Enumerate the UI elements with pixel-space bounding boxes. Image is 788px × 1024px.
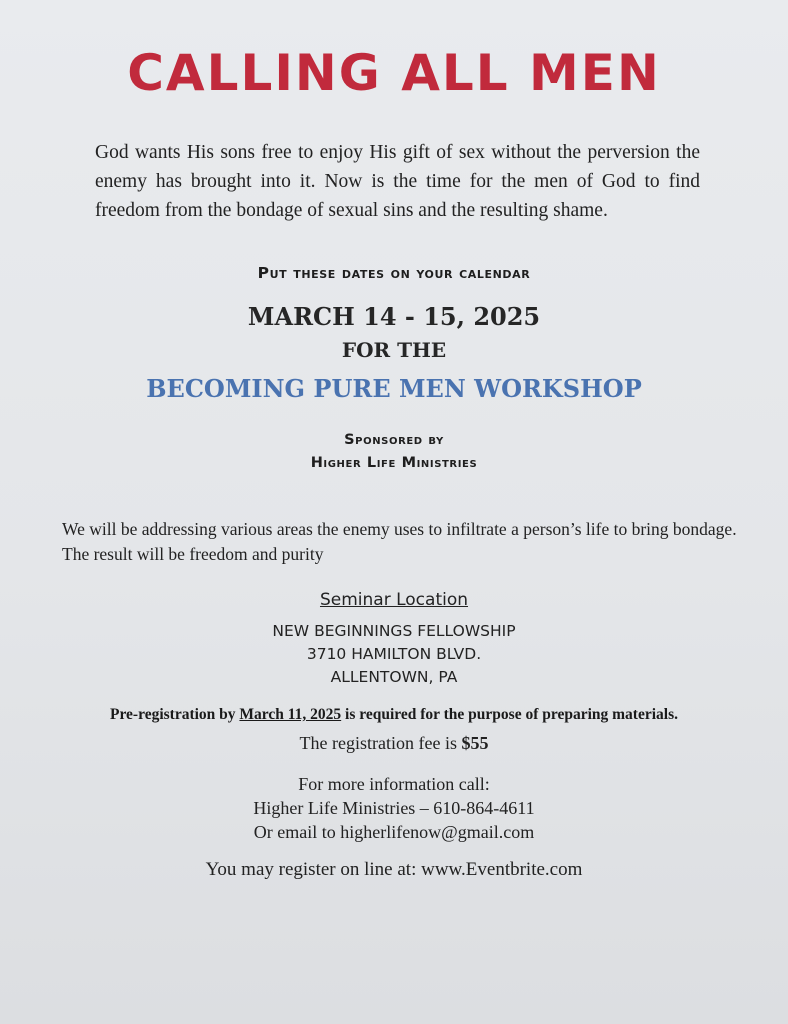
info-phone: Higher Life Ministries – 610-864-4611 bbox=[253, 798, 535, 818]
sponsored-by-label bbox=[0, 432, 788, 448]
workshop-name: BECOMING PURE MEN WORKSHOP bbox=[146, 374, 642, 403]
prereg-before: Pre-registration by bbox=[109, 706, 240, 723]
flyer-title: CALLING ALL MEN bbox=[127, 44, 661, 102]
fee-text: The registration fee is bbox=[299, 733, 462, 753]
prereg-after: is required for the purpose of preparing materials. bbox=[341, 706, 679, 723]
seminar-location-heading: Seminar Location bbox=[319, 590, 469, 610]
info-line-1: For more information call: bbox=[298, 774, 490, 794]
addressing-paragraph: We will be addressing various areas the enemy uses to infiltrate a person’s life to bring bondage. The result will be freedom and purity bbox=[62, 519, 737, 564]
intro-paragraph: God wants His sons free to enjoy His gift of sex without the perversion the enemy has brought into it. Now is the time for the men of God to find freedom from the bondage of sexual sins and the resulting shame. bbox=[95, 142, 700, 221]
event-dates: MARCH 14 - 15, 2025 bbox=[247, 302, 541, 331]
venue-city: ALLENTOWN, PA bbox=[330, 668, 458, 686]
preregistration-notice bbox=[0, 706, 788, 724]
info-email: Or email to higherlifenow@gmail.com bbox=[253, 822, 535, 842]
fee-amount: $55 bbox=[461, 733, 489, 753]
venue-street: 3710 HAMILTON BLVD. bbox=[306, 645, 482, 663]
for-the-line: FOR THE bbox=[341, 338, 447, 362]
sponsor-name bbox=[0, 455, 788, 471]
calendar-text: Put these dates on your calendar bbox=[257, 264, 531, 282]
venue-name: NEW BEGINNINGS FELLOWSHIP bbox=[272, 622, 516, 640]
online-registration: You may register on line at: www.Eventbrite.com bbox=[205, 859, 583, 880]
calendar-line bbox=[0, 264, 788, 282]
prereg-deadline: March 11, 2025 bbox=[239, 706, 342, 723]
registration-fee bbox=[0, 733, 788, 754]
sponsor-name-text: Higher Life Ministries bbox=[310, 455, 478, 471]
sponsored-by-text: Sponsored by bbox=[344, 432, 444, 448]
